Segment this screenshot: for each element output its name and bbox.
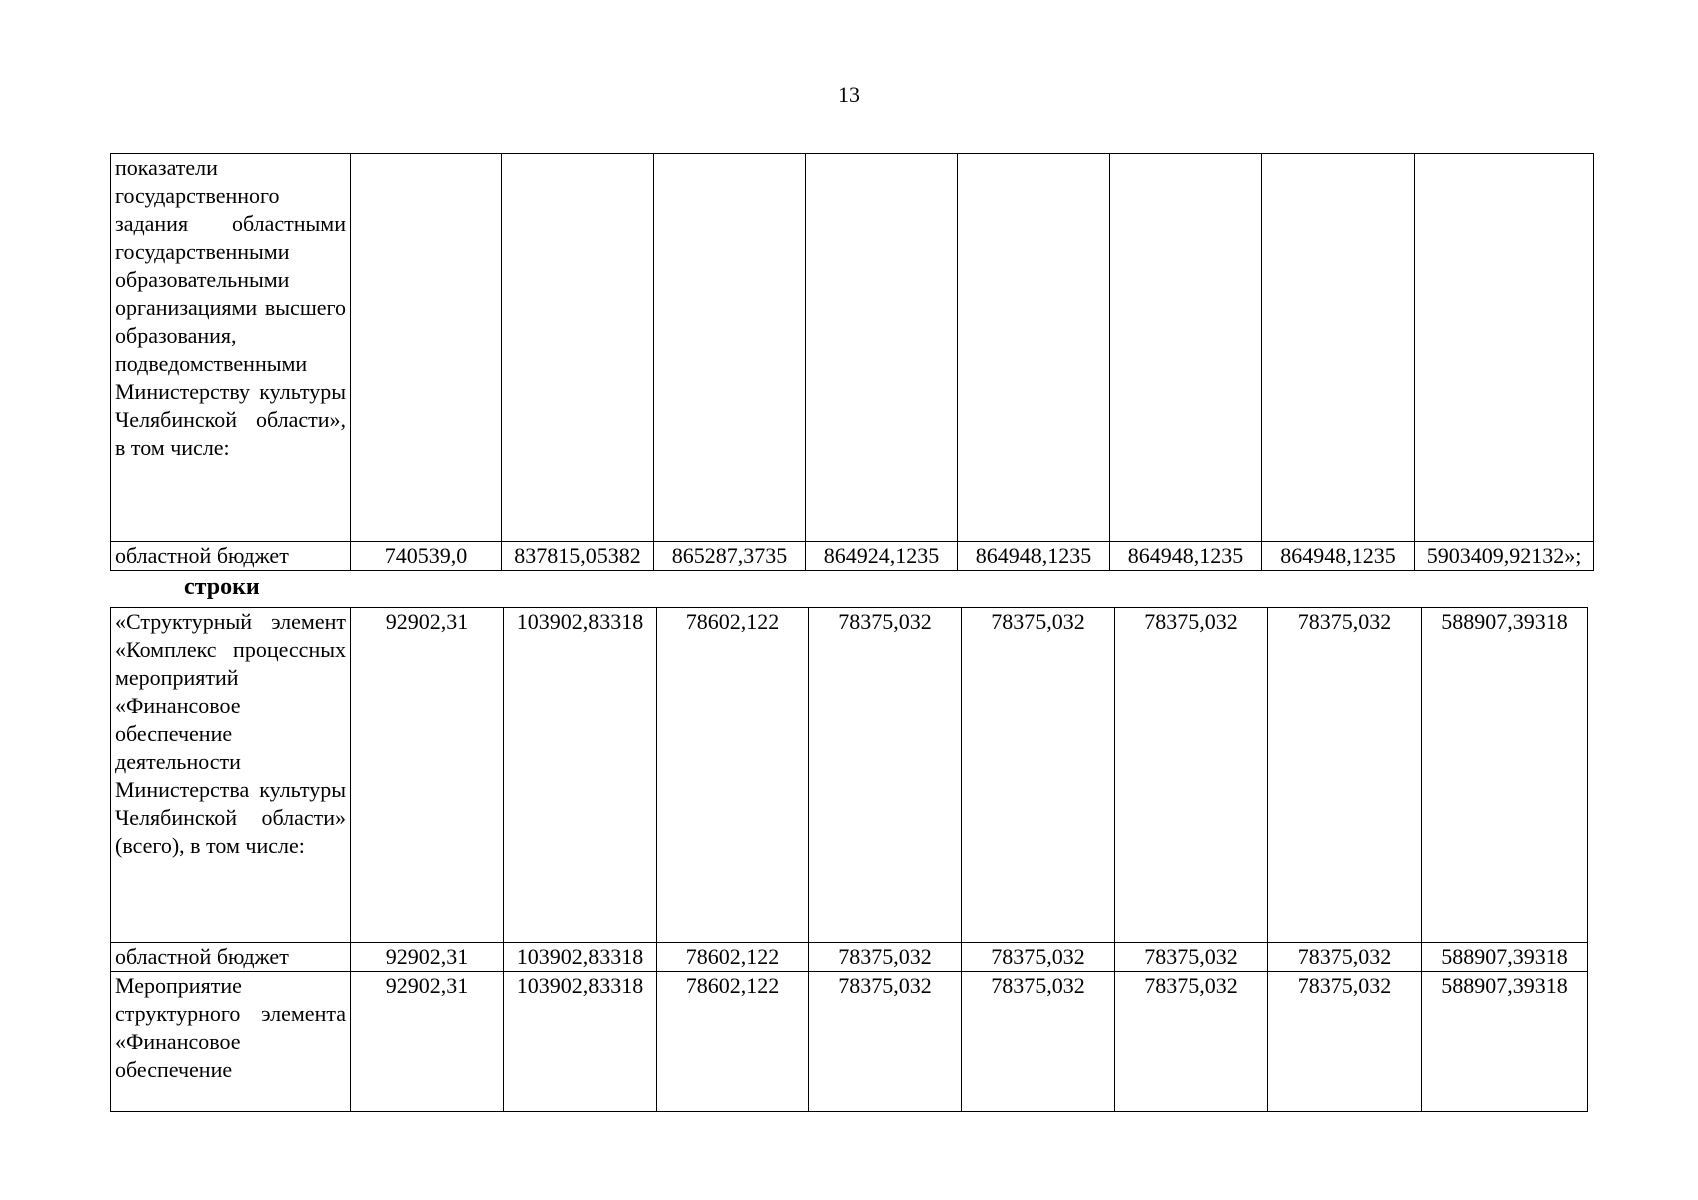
value-cell — [654, 154, 806, 542]
row-label: Мероприятие структурного элемента «Финансовое обеспечение — [111, 972, 351, 1112]
value-cell: 78375,032 — [1268, 943, 1422, 972]
value-cell: 588907,39318 — [1422, 943, 1588, 972]
budget-table-top — [110, 153, 1594, 571]
value-cell: 78602,122 — [657, 972, 809, 1112]
section-caption: строки — [184, 574, 260, 600]
value-cell — [351, 154, 502, 542]
table-row — [111, 608, 1588, 943]
table-row — [111, 154, 1594, 542]
table-row — [111, 542, 1594, 571]
value-cell: 740539,0 — [351, 542, 502, 571]
value-cell: 78375,032 — [809, 608, 962, 943]
table-row — [111, 972, 1588, 1112]
value-cell: 78602,122 — [657, 943, 809, 972]
value-cell — [1110, 154, 1262, 542]
value-cell: 92902,31 — [351, 943, 504, 972]
value-cell: 103902,83318 — [504, 608, 657, 943]
value-cell: 78375,032 — [962, 608, 1115, 943]
value-cell: 92902,31 — [351, 608, 504, 943]
page-number: 13 — [838, 82, 860, 107]
table-row — [111, 943, 1588, 972]
row-label: областной бюджет — [111, 542, 351, 571]
value-cell: 78602,122 — [657, 608, 809, 943]
value-cell: 103902,83318 — [504, 972, 657, 1112]
row-label: показатели государственного задания областными государственными образовательными организациями высшего образования, подведомственными Министерству культуры Челябинской области», в том числе: — [111, 154, 351, 542]
row-label: «Структурный элемент «Комплекс процессных мероприятий «Финансовое обеспечение деятельности Министерства культуры Челябинской области» (всего), в том числе: — [111, 608, 351, 943]
value-cell: 78375,032 — [1115, 943, 1268, 972]
value-cell: 864948,1235 — [958, 542, 1110, 571]
value-cell: 864948,1235 — [1262, 542, 1415, 571]
value-cell: 588907,39318 — [1422, 608, 1588, 943]
value-cell — [502, 154, 654, 542]
value-cell: 78375,032 — [962, 943, 1115, 972]
value-cell: 5903409,92132»; — [1415, 542, 1594, 571]
value-cell: 78375,032 — [1268, 972, 1422, 1112]
value-cell — [1262, 154, 1415, 542]
value-cell: 78375,032 — [1115, 608, 1268, 943]
value-cell: 837815,05382 — [502, 542, 654, 571]
value-cell: 78375,032 — [1268, 608, 1422, 943]
value-cell: 864948,1235 — [1110, 542, 1262, 571]
value-cell: 103902,83318 — [504, 943, 657, 972]
value-cell: 78375,032 — [809, 972, 962, 1112]
value-cell — [1415, 154, 1594, 542]
budget-table-bottom — [110, 607, 1588, 1112]
value-cell: 78375,032 — [962, 972, 1115, 1112]
value-cell — [958, 154, 1110, 542]
value-cell: 588907,39318 — [1422, 972, 1588, 1112]
value-cell: 865287,3735 — [654, 542, 806, 571]
value-cell: 78375,032 — [809, 943, 962, 972]
value-cell: 78375,032 — [1115, 972, 1268, 1112]
value-cell: 864924,1235 — [806, 542, 958, 571]
value-cell — [806, 154, 958, 542]
row-label: областной бюджет — [111, 943, 351, 972]
value-cell: 92902,31 — [351, 972, 504, 1112]
